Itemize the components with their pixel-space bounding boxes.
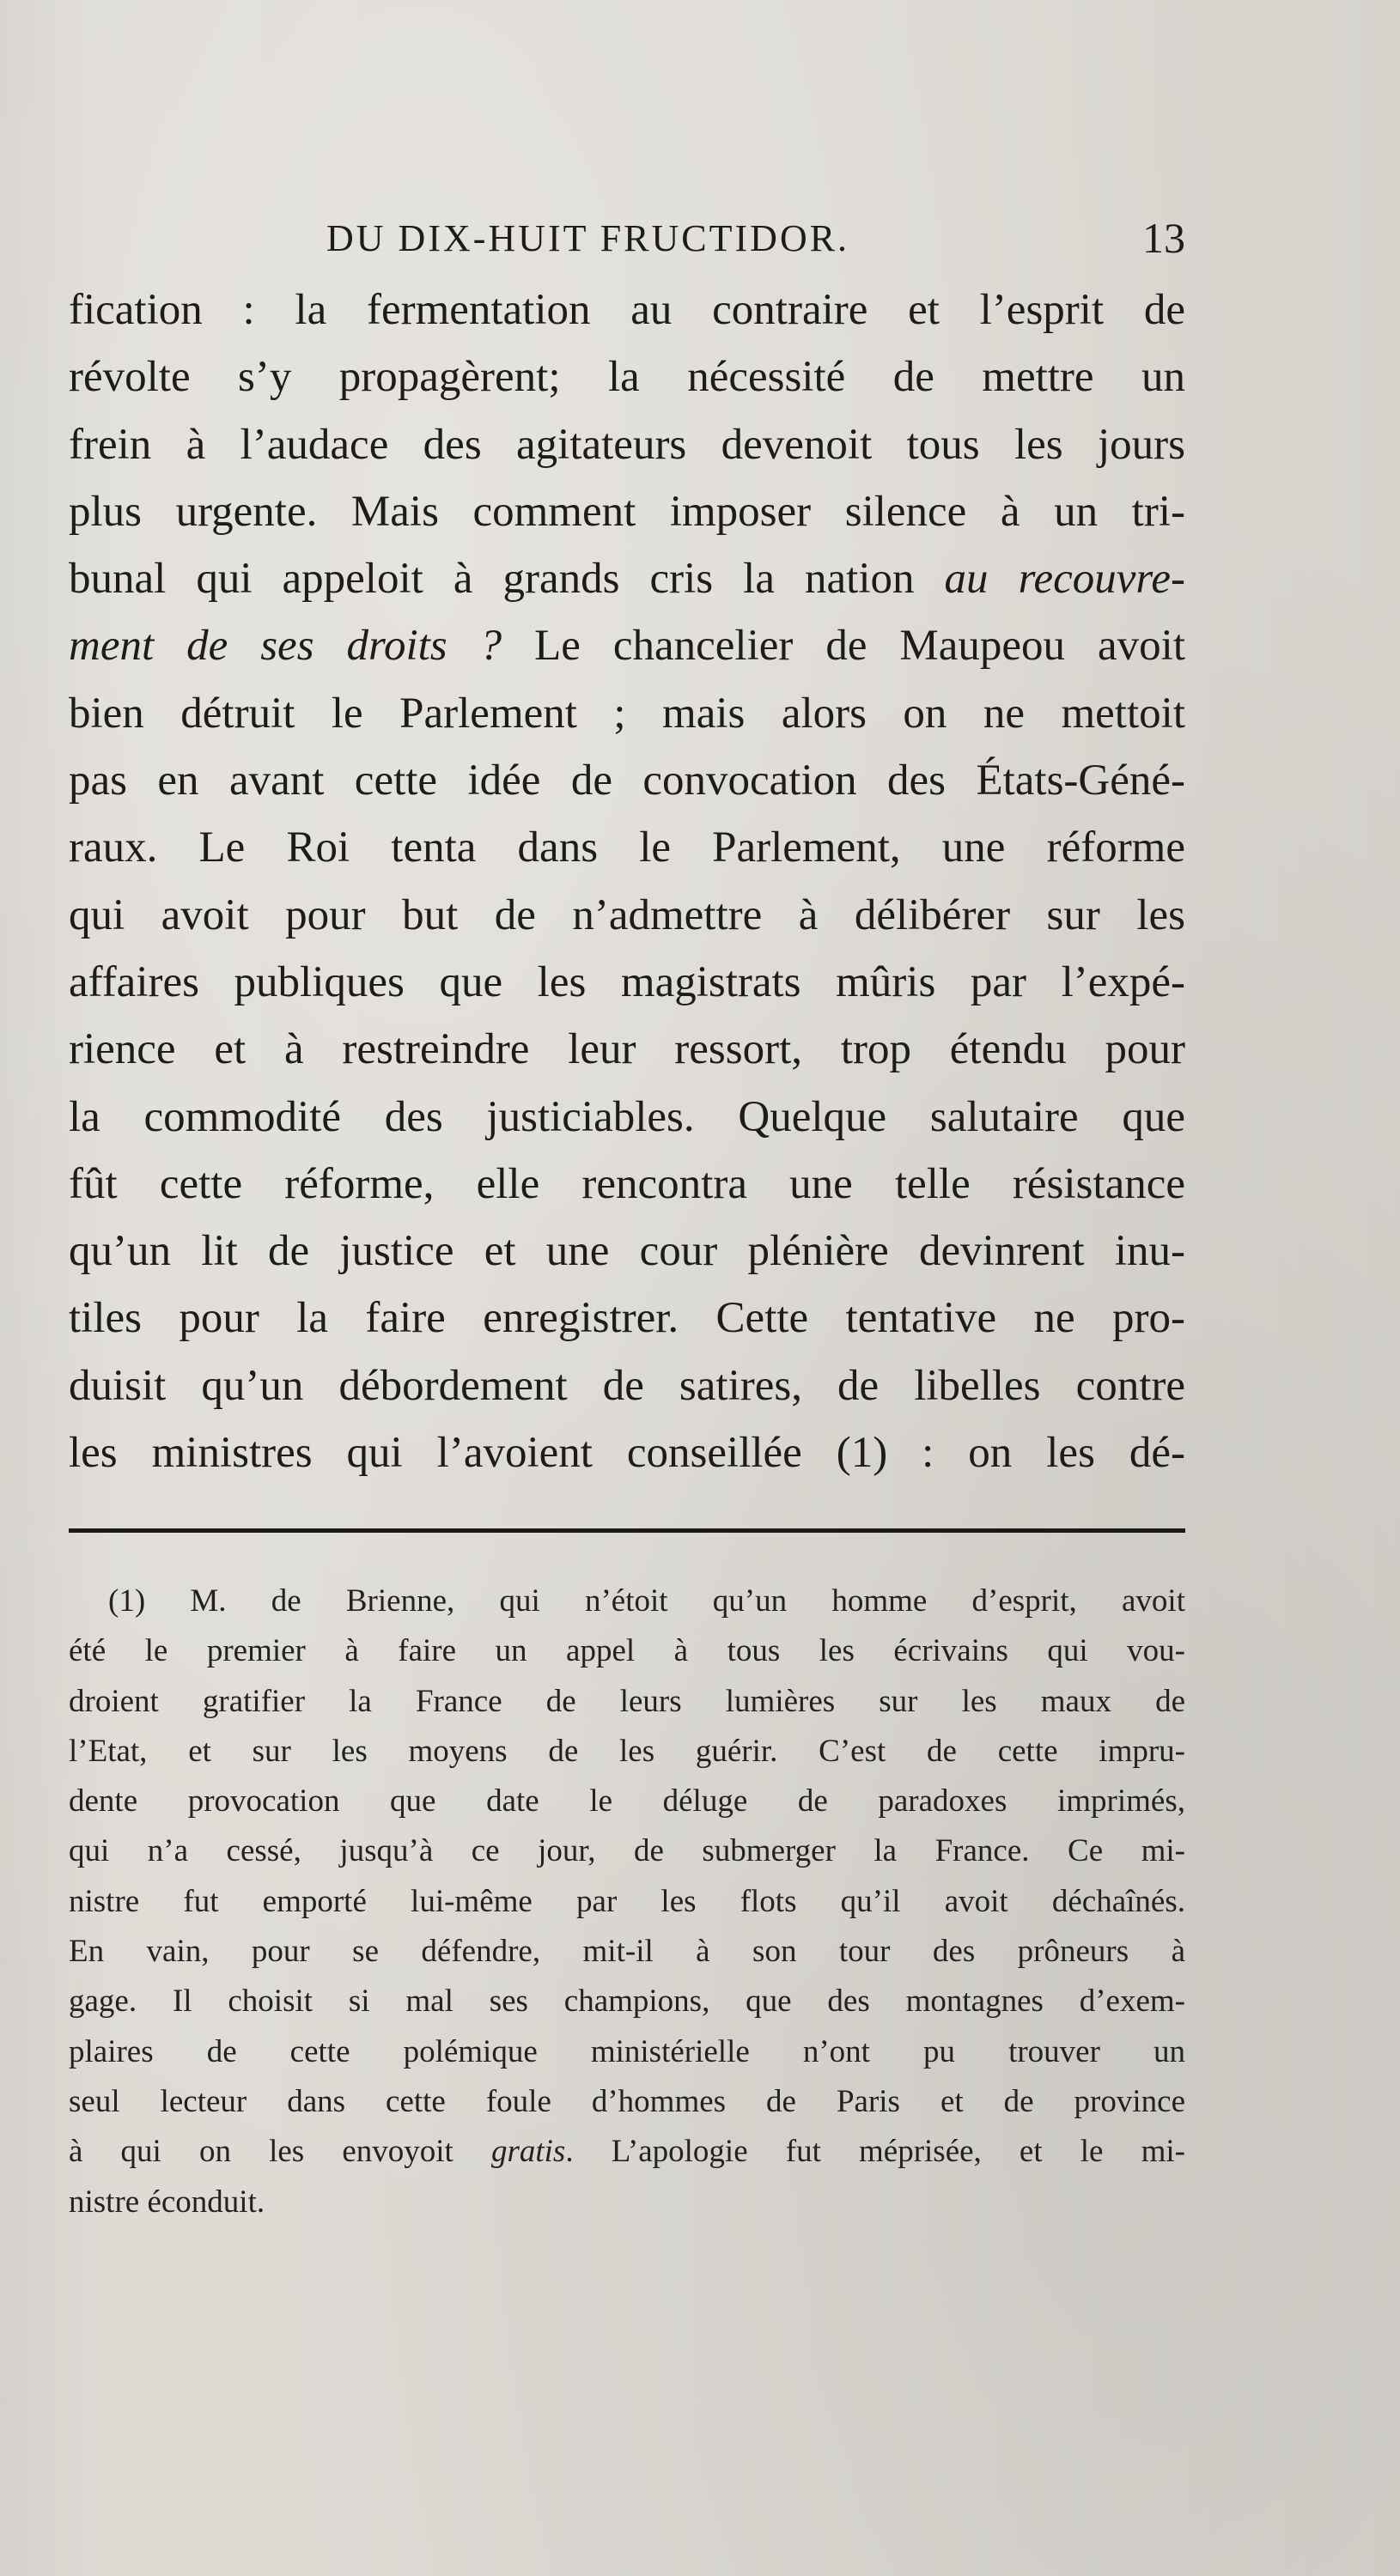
footnote-line: qui n’a cessé, jusqu’à ce jour, de submerger la France. Ce mi-: [69, 1833, 1185, 1869]
line-text: bunal qui appeloit à grands cris la nation: [69, 555, 945, 604]
body-line: pas en avant cette idée de convocation des États-Géné-: [69, 756, 1185, 805]
body-line: duisit qu’un débordement de satires, de libelles contre: [69, 1361, 1185, 1410]
line-text: Le chancelier de Maupeou avoit: [502, 622, 1185, 671]
body-line: bien détruit le Parlement ; mais alors on ne mettoit: [69, 689, 1185, 738]
italic-word: gratis: [490, 2134, 566, 2170]
footnote-line: été le premier à faire un appel à tous les écrivains qui vou-: [69, 1633, 1185, 1669]
footnote-line: dente provocation que date le déluge de paradoxes imprimés,: [69, 1783, 1185, 1820]
body-line: révolte s’y propagèrent; la nécessité de mettre un: [69, 353, 1185, 402]
footnote-line: nistre éconduit.: [69, 2184, 265, 2220]
body-line: qu’un lit de justice et une cour plénière devinrent inu-: [69, 1227, 1185, 1276]
page-number: 13: [1142, 214, 1185, 262]
body-line: frein à l’audace des agitateurs devenoit tous les jours: [69, 420, 1185, 469]
body-text: [69, 276, 1185, 1486]
body-line: qui avoit pour but de n’admettre à délibérer sur les: [69, 890, 1185, 939]
body-line: tiles pour la faire enregistrer. Cette tentative ne pro-: [69, 1294, 1185, 1343]
footnote-line: En vain, pour se défendre, mit-il à son tour des prôneurs à: [69, 1934, 1185, 1970]
running-head: [69, 216, 1185, 268]
footnote-line: gage. Il choisit si mal ses champions, que des montagnes d’exem-: [69, 1984, 1185, 2020]
line-text: à qui on les envoyoit: [69, 2134, 491, 2170]
body-line: affaires publiques que les magistrats mûris par l’expé-: [69, 957, 1185, 1006]
italic-phrase: ment de ses droits ?: [69, 622, 502, 671]
footnote-line: plaires de cette polémique ministérielle n’ont pu trouver un: [69, 2033, 1185, 2069]
italic-phrase: au recouvre-: [944, 555, 1185, 604]
body-line: fication : la fermentation au contraire et l’esprit de: [69, 286, 1185, 334]
footnote-line: droient gratifier la France de leurs lumières sur les maux de: [69, 1683, 1185, 1719]
line-text: . L’apologie fut méprisée, et le mi-: [565, 2134, 1185, 2170]
running-title: DU DIX-HUIT FRUCTIDOR.: [326, 217, 850, 259]
body-line: les ministres qui l’avoient conseillée (1) : on les dé-: [69, 1429, 1185, 1478]
footnote: [69, 1577, 1185, 2227]
body-line: [69, 545, 1185, 612]
footnote-line: [69, 2127, 1185, 2177]
footnote-line: seul lecteur dans cette foule d’hommes de Paris et de province: [69, 2083, 1185, 2119]
body-line: fût cette réforme, elle rencontra une telle résistance: [69, 1159, 1185, 1208]
footnote-line: (1) M. de Brienne, qui n’étoit qu’un homme d’esprit, avoit: [108, 1583, 1185, 1619]
body-line: [69, 612, 1185, 679]
footnote-line: nistre fut emporté lui-même par les flots qu’il avoit déchaînés.: [69, 1883, 1185, 1919]
footnote-line: l’Etat, et sur les moyens de les guérir. C’est de cette impru-: [69, 1733, 1185, 1769]
body-line: raux. Le Roi tenta dans le Parlement, une réforme: [69, 823, 1185, 872]
body-line: la commodité des justiciables. Quelque salutaire que: [69, 1092, 1185, 1141]
body-line: plus urgente. Mais comment imposer silence à un tri-: [69, 487, 1185, 536]
footnote-rule: [69, 1528, 1185, 1533]
body-line: rience et à restreindre leur ressort, trop étendu pour: [69, 1025, 1185, 1074]
